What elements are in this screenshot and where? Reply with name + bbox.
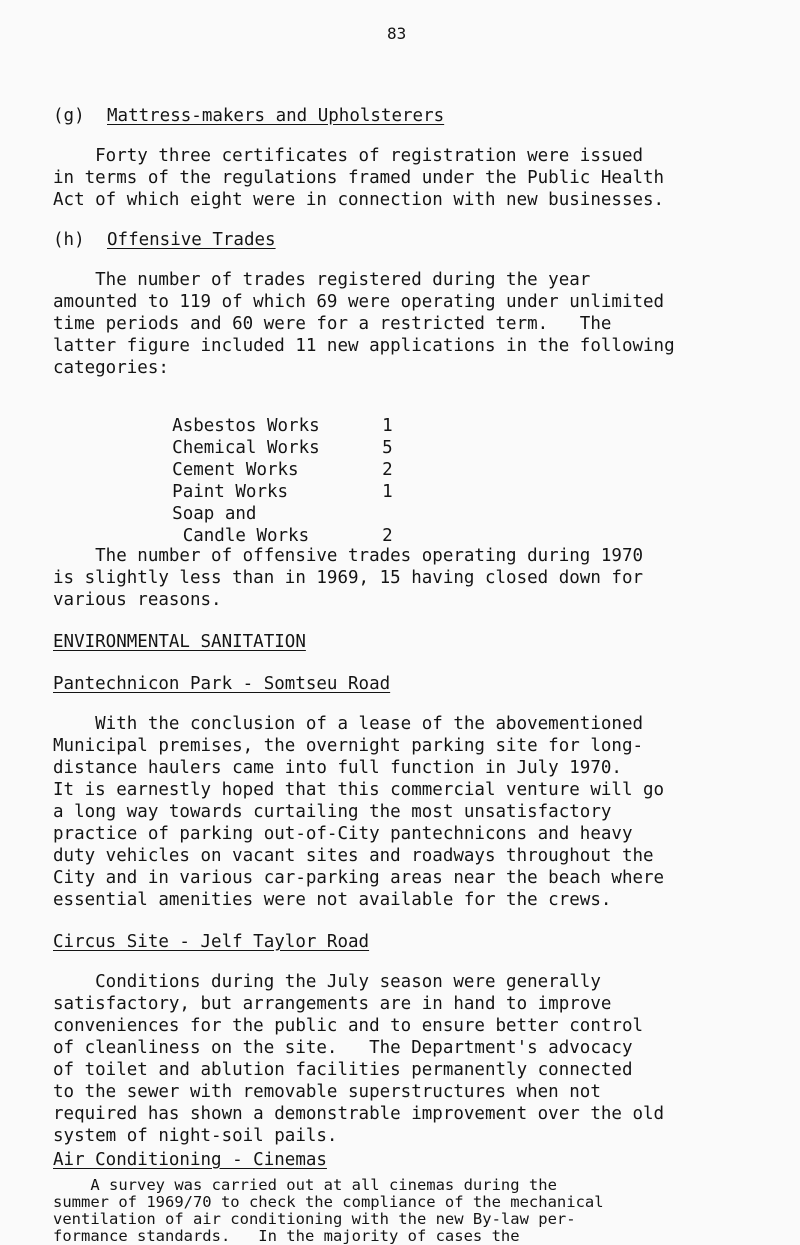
- section-h-line: latter figure included 11 new applications in the following: [53, 336, 675, 356]
- category-count: 1: [382, 416, 393, 436]
- circus-title: Circus Site - Jelf Taylor Road: [53, 932, 370, 952]
- air-line: formance standards. In the majority of cases the: [53, 1227, 520, 1245]
- circus-line: of toilet and ablution facilities permanently connected: [53, 1060, 633, 1080]
- circus-line: system of night-soil pails.: [53, 1126, 338, 1146]
- pantechnicon-line: practice of parking out-of-City pantechnicons and heavy: [53, 824, 633, 844]
- environmental-title: ENVIRONMENTAL SANITATION: [53, 632, 306, 652]
- category-count: 5: [382, 438, 393, 458]
- section-g-title: Mattress-makers and Upholsterers: [107, 106, 445, 126]
- section-g-line: Forty three certificates of registration were issued: [53, 146, 644, 166]
- pantechnicon-line: With the conclusion of a lease of the abovementioned: [53, 714, 644, 734]
- category-count: 2: [382, 526, 393, 546]
- category-name: Chemical Works: [172, 438, 320, 458]
- pantechnicon-line: distance haulers came into full function in July 1970.: [53, 758, 622, 778]
- category-name: Asbestos Works: [172, 416, 320, 436]
- section-h-line: The number of offensive trades operating during 1970: [53, 546, 644, 566]
- section-h-line: time periods and 60 were for a restricted term. The: [53, 314, 612, 334]
- category-name: Paint Works: [172, 482, 289, 502]
- pantechnicon-title: Pantechnicon Park - Somtseu Road: [53, 674, 391, 694]
- page-number: 83: [387, 24, 407, 43]
- circus-line: required has shown a demonstrable improvement over the old: [53, 1104, 665, 1124]
- pantechnicon-line: It is earnestly hoped that this commercial venture will go: [53, 780, 665, 800]
- category-name: Soap and: [172, 504, 257, 524]
- section-h-line: The number of trades registered during the year: [53, 270, 591, 290]
- circus-line: to the sewer with removable superstructures when not: [53, 1082, 601, 1102]
- circus-line: Conditions during the July season were generally: [53, 972, 601, 992]
- circus-line: of cleanliness on the site. The Department's advocacy: [53, 1038, 633, 1058]
- category-count: 1: [382, 482, 393, 502]
- section-g-label: (g): [53, 106, 85, 126]
- section-h-line: amounted to 119 of which 69 were operating under unlimited: [53, 292, 665, 312]
- pantechnicon-line: Municipal premises, the overnight parking site for long-: [53, 736, 644, 756]
- section-g-line: in terms of the regulations framed under the Public Health: [53, 168, 665, 188]
- air-line: summer of 1969/70 to check the compliance of the mechanical: [53, 1193, 604, 1211]
- category-name: Candle Works: [172, 526, 310, 546]
- pantechnicon-line: City and in various car-parking areas near the beach where: [53, 868, 665, 888]
- section-h-label: (h): [53, 230, 85, 250]
- pantechnicon-line: essential amenities were not available for the crews.: [53, 890, 612, 910]
- section-h-line: various reasons.: [53, 590, 222, 610]
- air-title: Air Conditioning - Cinemas: [53, 1150, 327, 1170]
- section-h-title: Offensive Trades: [107, 230, 276, 250]
- section-h-line: categories:: [53, 358, 169, 378]
- air-line: A survey was carried out at all cinemas during the: [53, 1176, 557, 1194]
- circus-line: satisfactory, but arrangements are in hand to improve: [53, 994, 612, 1014]
- pantechnicon-line: a long way towards curtailing the most unsatisfactory: [53, 802, 612, 822]
- section-g-line: Act of which eight were in connection with new businesses.: [53, 190, 665, 210]
- category-name: Cement Works: [172, 460, 299, 480]
- air-line: ventilation of air conditioning with the new By-law per-: [53, 1210, 576, 1228]
- category-count: 2: [382, 460, 393, 480]
- pantechnicon-line: duty vehicles on vacant sites and roadways throughout the: [53, 846, 654, 866]
- section-h-line: is slightly less than in 1969, 15 having closed down for: [53, 568, 644, 588]
- circus-line: conveniences for the public and to ensure better control: [53, 1016, 644, 1036]
